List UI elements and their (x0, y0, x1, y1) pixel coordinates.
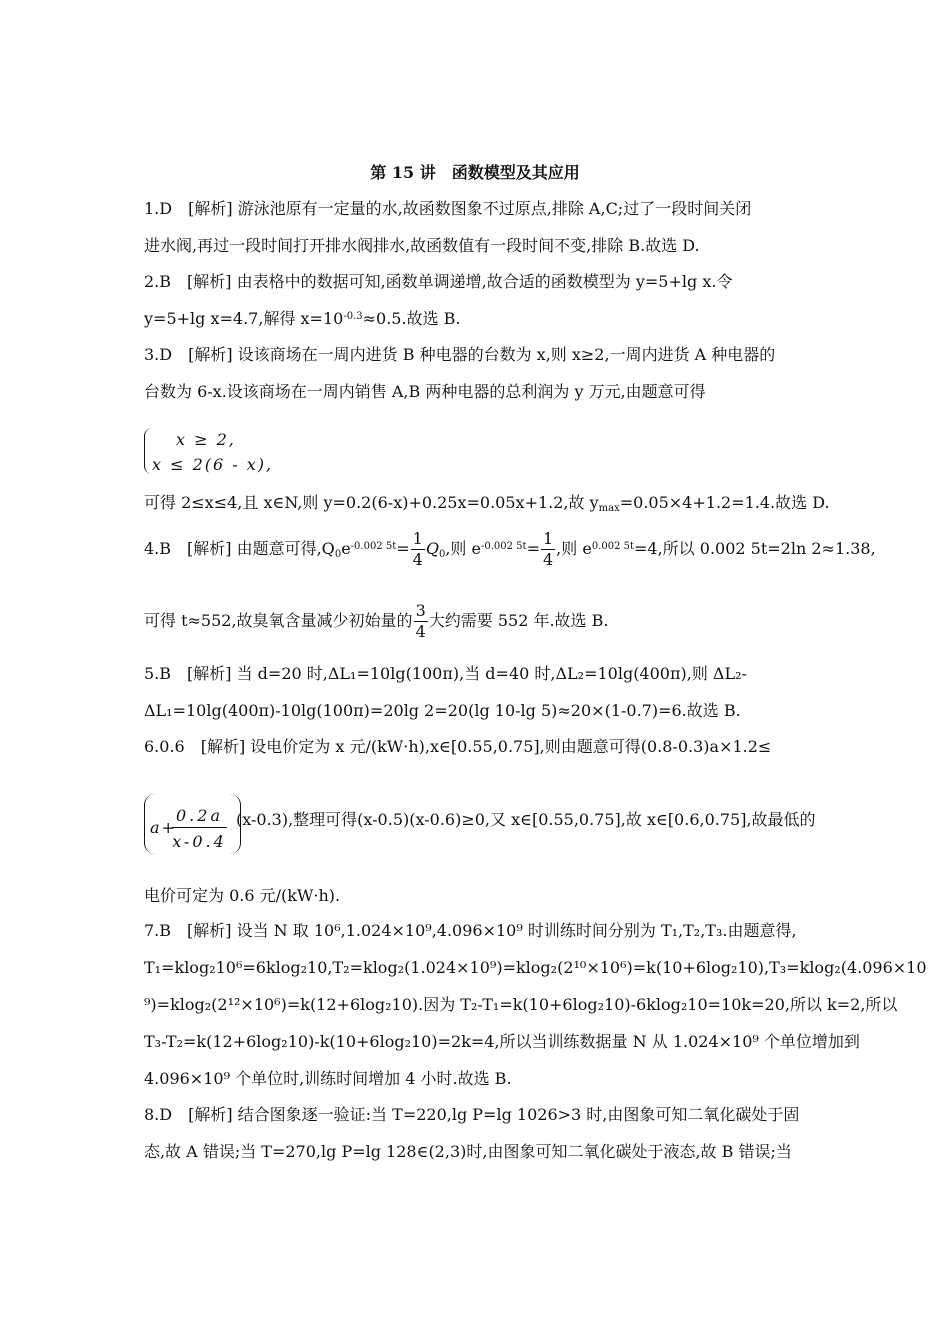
q3-max-subscript: max (598, 503, 620, 514)
q4-fraction-2 (541, 529, 555, 570)
q7-line2: T₁=klog₂10⁶=6klog₂10,T₂=klog₂(1.024×10⁹)=klog₂(2¹⁰×10⁶)=k(10+6log₂10),T₃=klog₂(4.096×10 (144, 958, 927, 977)
q4-frac3-num: 3 (415, 601, 426, 620)
q3-line2: 台数为 6-x.设该商场在一周内销售 A,B 两种电器的总利润为 y 万元,由题意可得 (144, 382, 706, 401)
q4-exp-1: -0.002 5t (350, 541, 397, 552)
q4-fraction-3 (414, 601, 428, 642)
page-title: 第 15 讲 函数模型及其应用 (370, 163, 580, 182)
q4-exp-3: 0.002 5t (591, 541, 634, 552)
q3-line1: 3.D [解析] 设该商场在一周内进货 B 种电器的台数为 x,则 x≥2,一周内进货 A 种电器的 (144, 345, 776, 364)
q4-sub-1: 0 (334, 549, 342, 560)
q4-q: Q (425, 539, 439, 558)
q4-line2-tail: 大约需要 552 年.故选 B. (428, 611, 609, 630)
q4-line1 (144, 528, 876, 570)
q7-line5: 4.096×10⁹ 个单位时,训练时间增加 4 小时.故选 B. (144, 1069, 512, 1088)
q4-text-4: =4,所以 0.002 5t=2ln 2≈1.38, (634, 539, 876, 558)
q6-frac-num: 0.2a (172, 806, 227, 828)
q3-line3 (144, 493, 830, 513)
q8-line1: 8.D [解析] 结合图象逐一验证:当 T=220,lg P=lg 1026>3 时,由图象可知二氧化碳处于固 (144, 1105, 800, 1124)
q4-text-2: ,则 e (445, 539, 481, 558)
q4-frac3-den: 4 (415, 622, 426, 641)
q4-e-1: e (341, 539, 351, 558)
q6-line2: (x-0.3),整理可得(x-0.5)(x-0.6)≥0,又 x∈[0.55,0.75],故 x∈[0.6,0.75],故最低的 (236, 810, 816, 829)
q4-line2-text: 可得 t≈552,故臭氧含量减少初始量的 (144, 611, 413, 630)
system-row-2: x ≤ 2(6 - x), (152, 455, 274, 474)
q1-line1: 1.D [解析] 游泳池原有一定量的水,故函数图象不过原点,排除 A,C;过了一段时间关闭 (144, 199, 752, 218)
q4-frac1-den: 4 (412, 550, 423, 569)
q2-exponent: -0.3 (343, 311, 363, 322)
q4-frac2-den: 4 (542, 550, 554, 569)
q4-fraction-1 (411, 529, 425, 570)
q7-line3: ⁹)=klog₂(2¹²×10⁶)=k(12+6log₂10).因为 T₂-T₁=k(10+6log₂10)-6klog₂10=10k=20,所以 k=2,所以 (144, 995, 898, 1014)
q1-line2: 进水阀,再过一段时间打开排水阀排水,故函数值有一段时间不变,排除 B.故选 D. (144, 236, 700, 255)
q8-line2: 态,故 A 错误;当 T=270,lg P=lg 128∈(2,3)时,由图象可知二氧化碳处于液态,故 B 错误;当 (144, 1142, 792, 1161)
q7-line4: T₃-T₂=k(12+6log₂10)-k(10+6log₂10)=2k=4,所以当训练数据量 N 从 1.024×10⁹ 个单位增加到 (144, 1032, 860, 1051)
q2-line2-tail: ≈0.5.故选 B. (362, 309, 461, 328)
q5-line1: 5.B [解析] 当 d=20 时,ΔL₁=10lg(100π),当 d=40 时,ΔL₂=10lg(400π),则 ΔL₂- (144, 664, 747, 683)
q6-frac-den: x-0.4 (172, 832, 227, 851)
q6-a-plus: a+ (150, 818, 177, 837)
q4-exp-2: -0.002 5t (480, 541, 527, 552)
system-row-1: x ≥ 2, (176, 430, 236, 449)
q2-line2 (144, 309, 461, 329)
q4-sub-2: 0 (438, 549, 446, 560)
q6-fraction (172, 806, 227, 851)
q4-line2 (144, 600, 608, 642)
q7-line1: 7.B [解析] 设当 N 取 10⁶,1.024×10⁹,4.096×10⁹ 时训练时间分别为 T₁,T₂,T₃.由题意得, (144, 921, 797, 940)
q4-eq-1: = (396, 539, 410, 558)
q5-line2: ΔL₁=10lg(400π)-10lg(100π)=20lg 2=20(lg 10-lg 5)≈20×(1-0.7)=6.故选 B. (144, 701, 741, 720)
q4-eq-2: = (526, 539, 540, 558)
q3-line3-text: 可得 2≤x≤4,且 x∈N,则 y=0.2(6-x)+0.25x=0.05x+1.2,故 y (144, 493, 599, 512)
q3-line3-tail: =0.05×4+1.2=1.4.故选 D. (619, 493, 830, 512)
q2-line2-text: y=5+lg x=4.7,解得 x=10 (144, 309, 344, 328)
q4-text-3: ,则 e (556, 539, 592, 558)
q2-line1: 2.B [解析] 由表格中的数据可知,函数单调递增,故合适的函数模型为 y=5+lg x.令 (144, 272, 733, 291)
q4-text-1: 4.B [解析] 由题意可得,Q (144, 539, 335, 558)
q6-line3: 电价可定为 0.6 元/(kW·h). (144, 886, 341, 905)
q4-frac2-num: 1 (542, 529, 554, 548)
q6-line1: 6.0.6 [解析] 设电价定为 x 元/(kW·h),x∈[0.55,0.75],则由题意可得(0.8-0.3)a×1.2≤ (144, 737, 772, 756)
q4-frac1-num: 1 (412, 529, 423, 548)
